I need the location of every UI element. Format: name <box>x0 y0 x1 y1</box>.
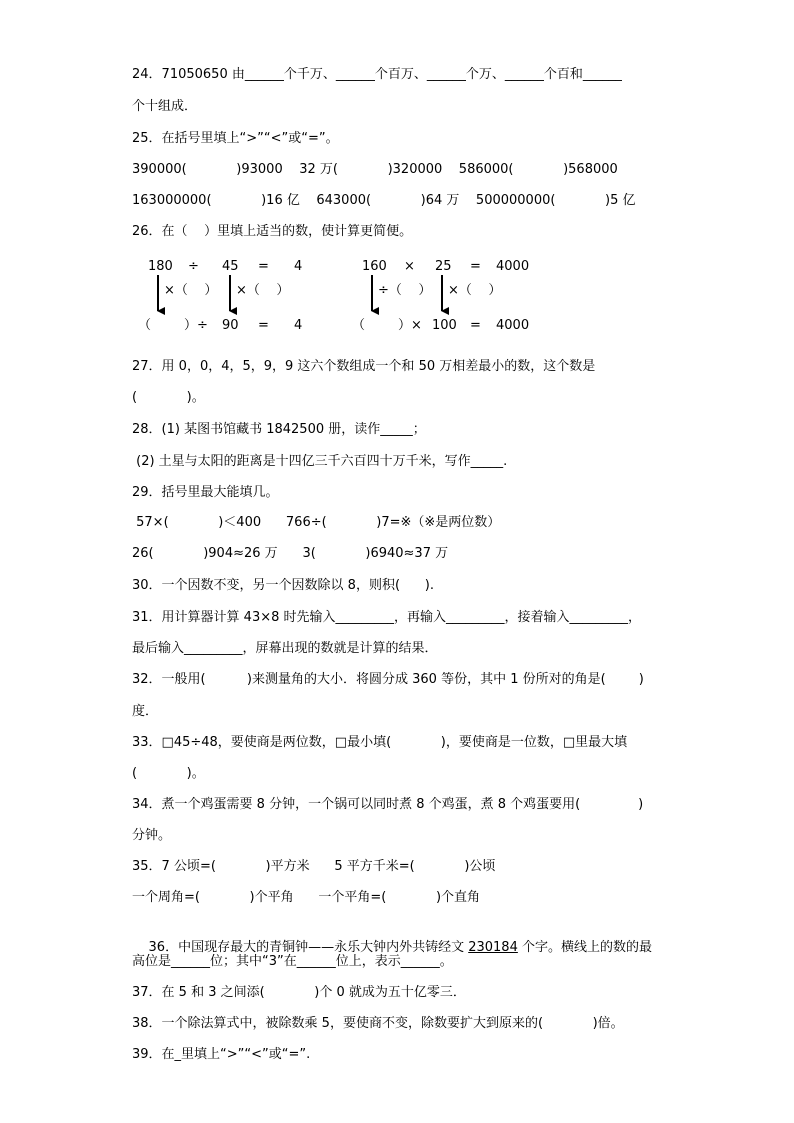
question-31-line-2: 最后输入_________，屏幕出现的数就是计算的结果． <box>132 641 438 656</box>
question-36-pre: 36．中国现存最大的青铜钟——永乐大钟内外共铸经文 <box>148 940 469 955</box>
right-bottom-blank: （ ）× <box>352 318 422 333</box>
left-top-n1: 180 <box>148 259 173 274</box>
left-mid-op-1: ×（ ） <box>164 283 218 298</box>
question-33-line-2: ( )。 <box>132 766 205 781</box>
question-38: 38．一个除法算式中，被除数乘 5，要使商不变，除数要扩大到原来的( )倍。 <box>132 1016 624 1031</box>
left-top-result: 4 <box>294 259 303 274</box>
question-34-line-2: 分钟。 <box>132 828 172 843</box>
question-39: 39．在_里填上“>”“<”或“=”. <box>132 1047 311 1062</box>
question-25-row-1: 390000( )93000 32 万( )320000 586000( )568000 <box>132 162 618 177</box>
question-36-number: 230184 <box>468 940 518 955</box>
right-top-result: 4000 <box>496 259 530 274</box>
left-bottom-result: 4 <box>294 318 303 333</box>
question-27-line-2: ( )。 <box>132 390 205 405</box>
question-24-line-2: 个十组成． <box>132 99 198 114</box>
question-29-row-2: 26( )904≈26 万 3( )6940≈37 万 <box>132 546 449 561</box>
right-top-n1: 160 <box>362 259 387 274</box>
question-36-post: 个字。横线上的数的最 <box>517 940 652 955</box>
left-top-op: ÷ <box>188 259 199 274</box>
right-bottom-eq: = <box>470 318 481 333</box>
question-24-line-1: 24．71050650 由______个千万、______个百万、______个万、______个百和______ <box>132 67 622 82</box>
question-32-line-2: 度． <box>132 704 159 719</box>
right-top-eq: = <box>470 259 481 274</box>
question-25-row-2: 163000000( )16 亿 643000( )64 万 500000000( )5 亿 <box>132 193 636 208</box>
question-33-line-1: 33．□45÷48，要使商是两位数，□最小填( )，要使商是一位数，□里最大填 <box>132 735 628 750</box>
arrows-svg <box>130 255 550 340</box>
left-bottom-eq: = <box>258 318 269 333</box>
right-mid-op-1: ÷（ ） <box>378 283 432 298</box>
question-35-row-1: 35．7 公顷=( )平方米 5 平方千米=( )公顷 <box>132 859 496 874</box>
question-28-line-1: 28．(1) 某图书馆藏书 1842500 册，读作_____； <box>132 422 426 437</box>
question-35-row-2: 一个周角=( )个平角 一个平角=( )个直角 <box>132 890 481 905</box>
question-34-line-1: 34．煮一个鸡蛋需要 8 分钟，一个锅可以同时煮 8 个鸡蛋，煮 8 个鸡蛋要用( ) <box>132 797 644 812</box>
question-25-prompt: 25．在括号里填上“>”“<”或“=”。 <box>132 131 339 146</box>
question-29-row-1: 57×( )＜400 766÷( )7=※（※是两位数） <box>132 515 501 530</box>
left-bottom-blank: （ ）÷ <box>138 318 208 333</box>
question-27-line-1: 27．用 0，0，4，5，9，9 这六个数组成一个和 50 万相差最小的数，这个数是 <box>132 359 596 374</box>
right-top-n2: 25 <box>435 259 452 274</box>
right-top-op: × <box>404 259 415 274</box>
question-28-line-2: (2) 土星与太阳的距离是十四亿三千六百四十万千米，写作_____. <box>132 454 508 469</box>
question-31-line-1: 31．用计算器计算 43×8 时先输入_________，再输入_________，接着输入_________， <box>132 610 642 625</box>
question-29-prompt: 29．括号里最大能填几。 <box>132 485 279 500</box>
question-37: 37．在 5 和 3 之间添( )个 0 就成为五十亿零三． <box>132 985 466 1000</box>
question-26-prompt: 26．在（ ）里填上适当的数，使计算更简便。 <box>132 224 413 239</box>
question-36-line-2: 高位是______位；其中“3”在______位上，表示______。 <box>132 954 453 969</box>
right-bottom-result: 4000 <box>496 318 530 333</box>
left-top-n2: 45 <box>222 259 239 274</box>
question-30: 30．一个因数不变，另一个因数除以 8，则积( ). <box>132 578 435 593</box>
left-top-eq: = <box>258 259 269 274</box>
right-bottom-n2: 100 <box>432 318 457 333</box>
question-32-line-1: 32．一般用( )来测量角的大小．将圆分成 360 等份，其中 1 份所对的角是( ) <box>132 672 644 687</box>
right-mid-op-2: ×（ ） <box>448 283 502 298</box>
question-26-diagram <box>130 255 550 340</box>
left-bottom-n2: 90 <box>222 318 239 333</box>
left-mid-op-2: ×（ ） <box>236 283 290 298</box>
